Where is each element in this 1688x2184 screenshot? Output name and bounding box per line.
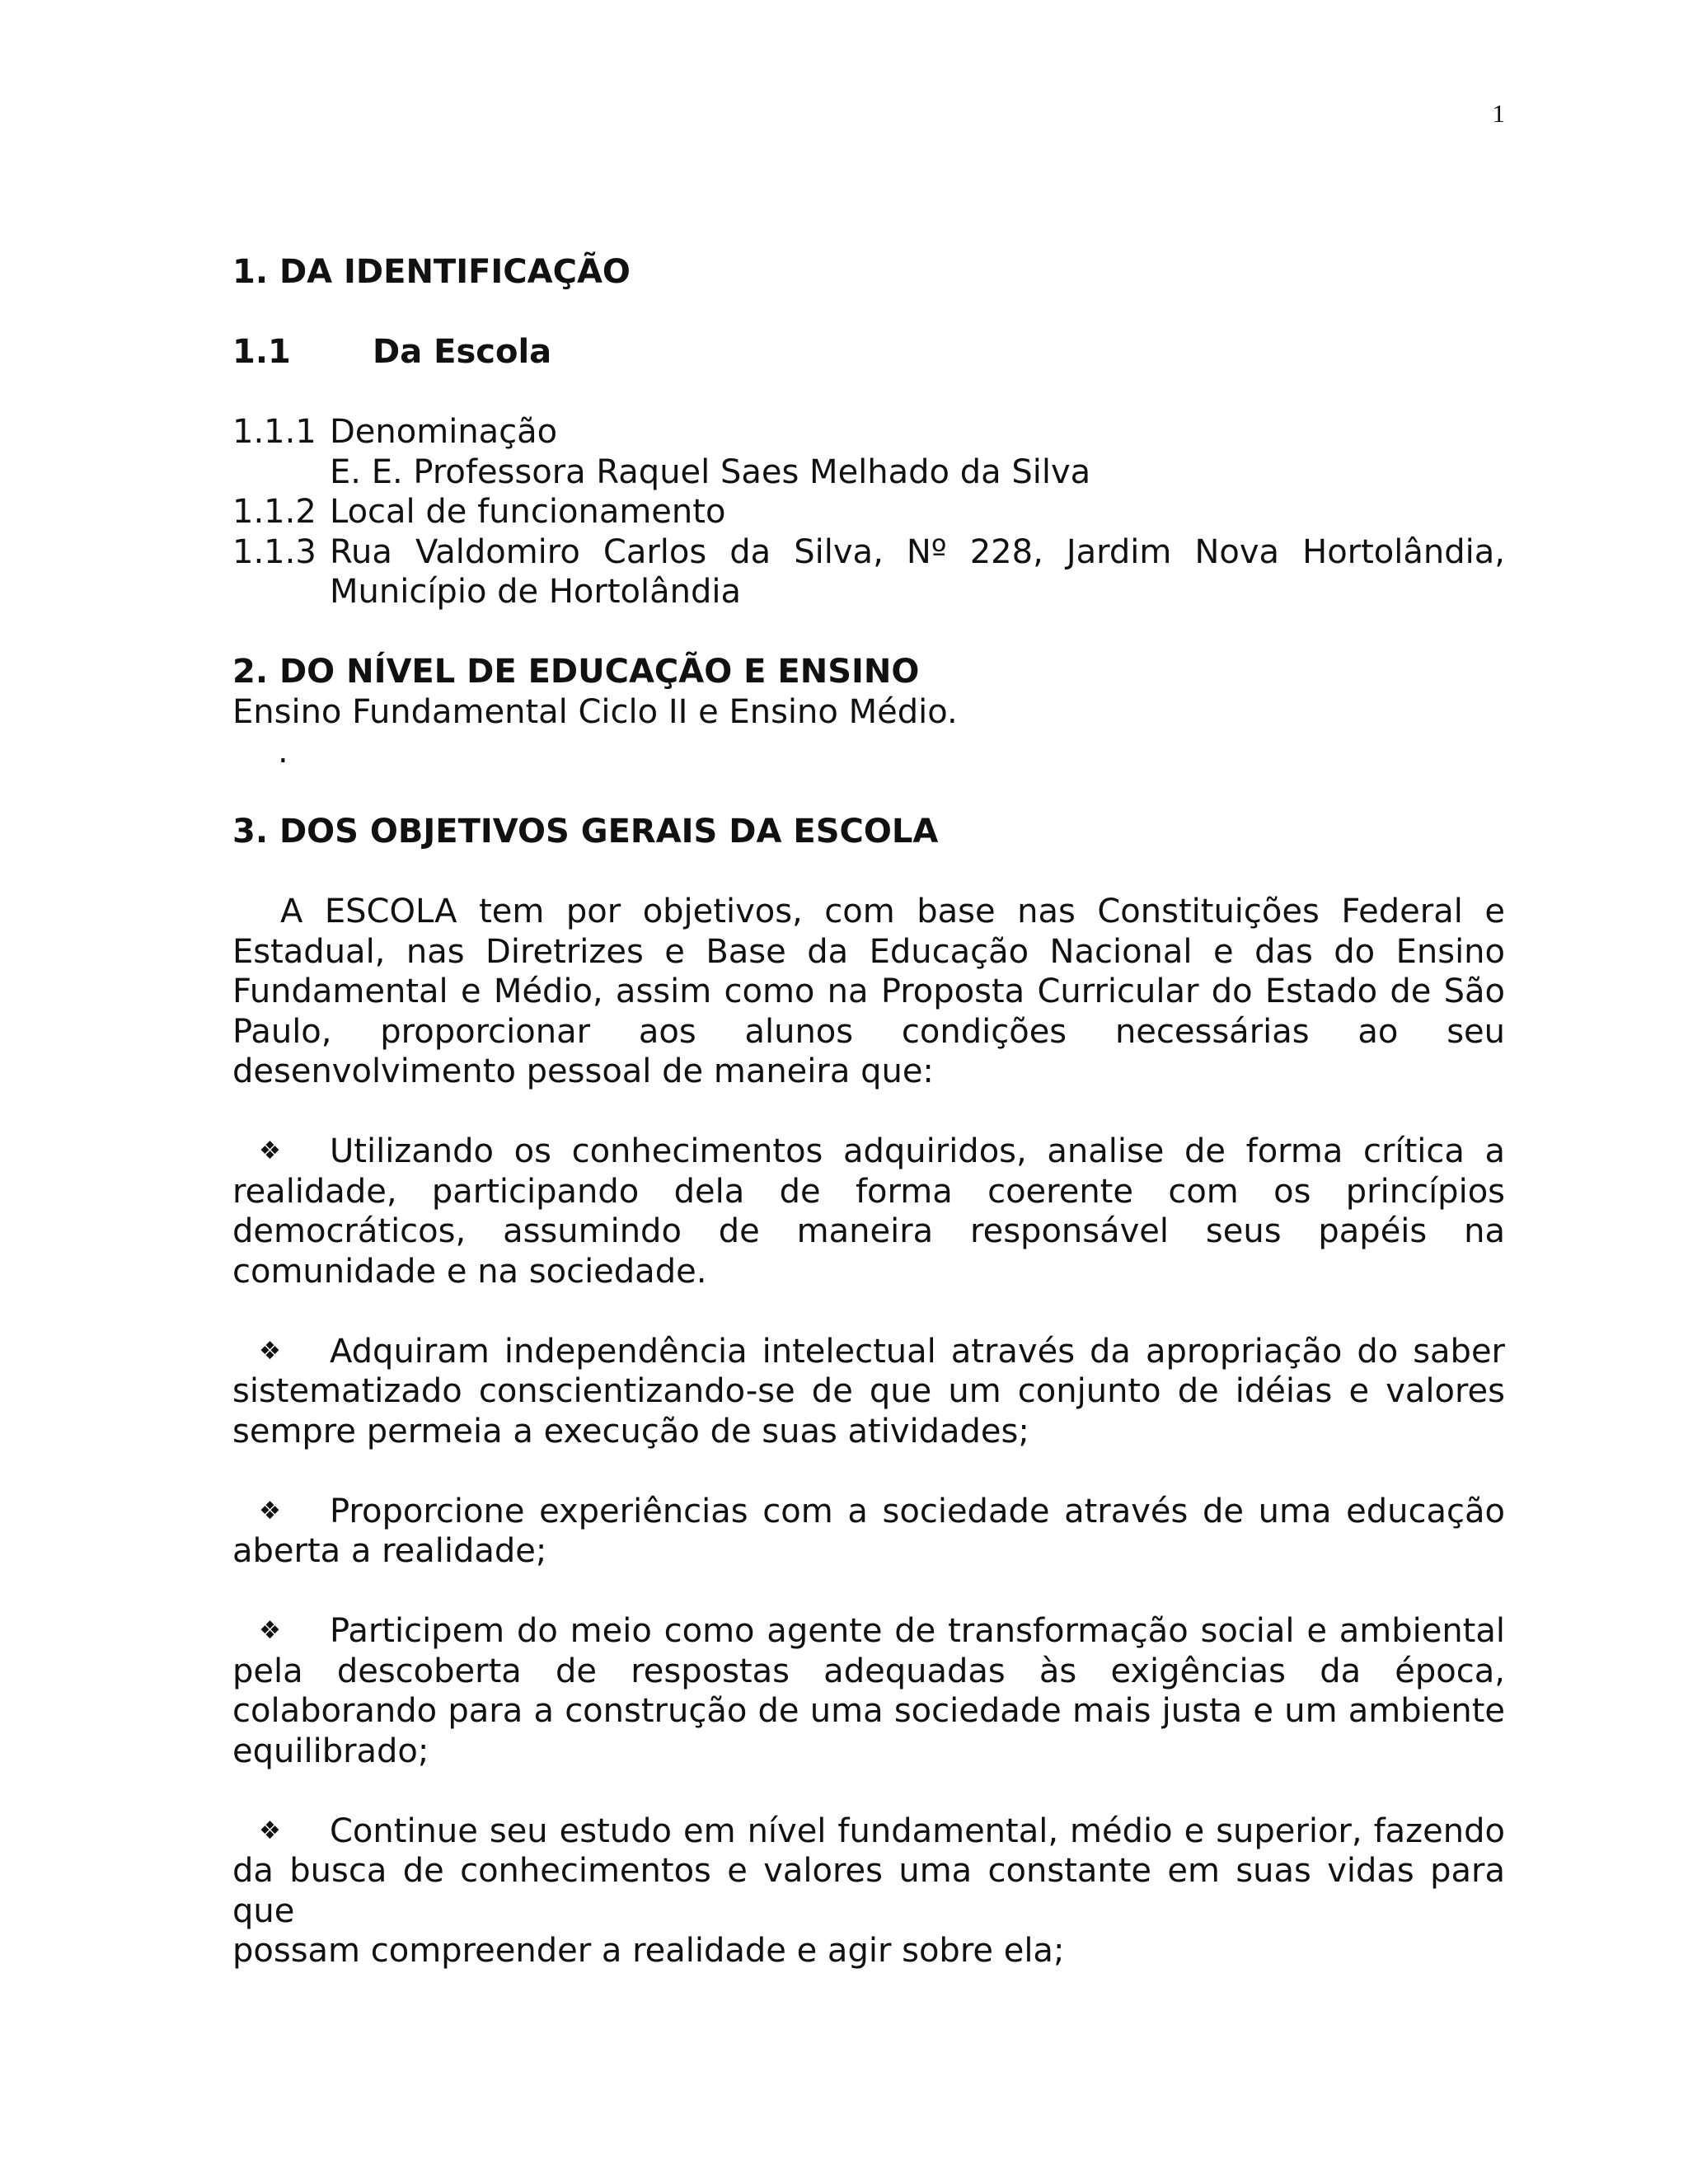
- item-1-1-1: [232, 412, 1505, 452]
- bullet-first-line: Proporcione experiências com a sociedade através de uma educação: [330, 1492, 1505, 1530]
- item-1-1-2: [232, 492, 1505, 532]
- document-body: [232, 252, 1505, 1971]
- subsection-1-1-heading: [232, 332, 1505, 373]
- bullet-line: comunidade e na sociedade.: [232, 1252, 707, 1291]
- section-2-heading: 2. DO NÍVEL DE EDUCAÇÃO E ENSINO: [232, 653, 920, 691]
- section-3-heading: 3. DOS OBJETIVOS GERAIS DA ESCOLA: [232, 813, 939, 851]
- bullet-first-line: Participem do meio como agente de transformação social e ambiental: [330, 1612, 1505, 1650]
- bullet-first-line: Adquiram independência intelectual através da apropriação do saber: [330, 1332, 1505, 1371]
- intro-line: desenvolvimento pessoal de maneira que:: [232, 1052, 934, 1090]
- bullet-line: colaborando para a construção de uma sociedade mais justa e um ambiente: [232, 1692, 1505, 1730]
- diamond-bullet-icon: ❖: [259, 1816, 281, 1845]
- item-text: Denominação: [330, 413, 558, 451]
- bullet-item: [232, 1492, 1505, 1532]
- stray-dot: .: [278, 733, 288, 771]
- spacer: [232, 1572, 1505, 1612]
- section-1-heading: 1. DA IDENTIFICAÇÃO: [232, 253, 631, 291]
- item-number: 1.1.2: [232, 493, 316, 531]
- bullet-line: sistematizado conscientizando-se de que um conjunto de idéias e valores: [232, 1372, 1505, 1410]
- municipality: Município de Hortolândia: [330, 573, 741, 611]
- diamond-bullet-icon: ❖: [259, 1616, 281, 1645]
- item-text: Local de funcionamento: [330, 493, 726, 531]
- bullet-line: democráticos, assumindo de maneira responsável seus papéis na: [232, 1212, 1505, 1250]
- diamond-bullet-icon: ❖: [259, 1137, 281, 1165]
- bullet-first-line: Continue seu estudo em nível fundamental, médio e superior, fazendo: [330, 1811, 1505, 1850]
- bullet-item: [232, 1132, 1505, 1172]
- item-number: 1.1.3: [232, 532, 316, 571]
- subsection-title: Da Escola: [373, 333, 552, 371]
- spacer: [232, 852, 1505, 893]
- intro-line: Paulo, proporcionar aos alunos condições necessárias ao seu: [232, 1012, 1505, 1051]
- spacer: [232, 1092, 1505, 1132]
- spacer: [232, 293, 1505, 333]
- bullet-item: [232, 1332, 1505, 1372]
- spacer: [232, 612, 1505, 653]
- bullet-first-line: Utilizando os conhecimentos adquiridos, analise de forma crítica a: [330, 1132, 1505, 1170]
- intro-line: Fundamental e Médio, assim como na Proposta Curricular do Estado de São: [232, 972, 1505, 1010]
- spacer: [232, 1451, 1505, 1492]
- spacer: [232, 1771, 1505, 1811]
- bullet-line: da busca de conhecimentos e valores uma constante em suas vidas para que: [232, 1852, 1505, 1930]
- bullet-item: [232, 1811, 1505, 1852]
- school-name: E. E. Professora Raquel Saes Melhado da Silva: [330, 452, 1091, 491]
- item-1-1-3: [232, 532, 1505, 573]
- bullet-item: [232, 1611, 1505, 1652]
- address-text: Rua Valdomiro Carlos da Silva, Nº 228, Jardim Nova Hortolândia,: [330, 532, 1505, 571]
- spacer: [232, 772, 1505, 813]
- diamond-bullet-icon: ❖: [259, 1336, 281, 1366]
- bullet-line: sempre permeia a execução de suas atividades;: [232, 1412, 1029, 1451]
- education-level-text: Ensino Fundamental Ciclo II e Ensino Médio.: [232, 692, 958, 731]
- bullet-line: equilibrado;: [232, 1732, 429, 1770]
- bullet-line: pela descoberta de respostas adequadas às exigências da época,: [232, 1652, 1505, 1690]
- bullet-line: aberta a realidade;: [232, 1532, 547, 1570]
- item-number: 1.1.1: [232, 413, 316, 451]
- spacer: [232, 1291, 1505, 1332]
- intro-line: Estadual, nas Diretrizes e Base da Educação Nacional e das do Ensino: [232, 932, 1505, 971]
- bullet-line: realidade, participando dela de forma coerente com os princípios: [232, 1172, 1505, 1211]
- page-number: 1: [1492, 99, 1505, 128]
- bullet-line: possam compreender a realidade e agir sobre ela;: [232, 1932, 1065, 1970]
- subsection-number: 1.1: [232, 333, 291, 371]
- spacer: [232, 373, 1505, 413]
- intro-line: A ESCOLA tem por objetivos, com base nas Constituições Federal e: [280, 893, 1505, 930]
- diamond-bullet-icon: ❖: [259, 1496, 281, 1526]
